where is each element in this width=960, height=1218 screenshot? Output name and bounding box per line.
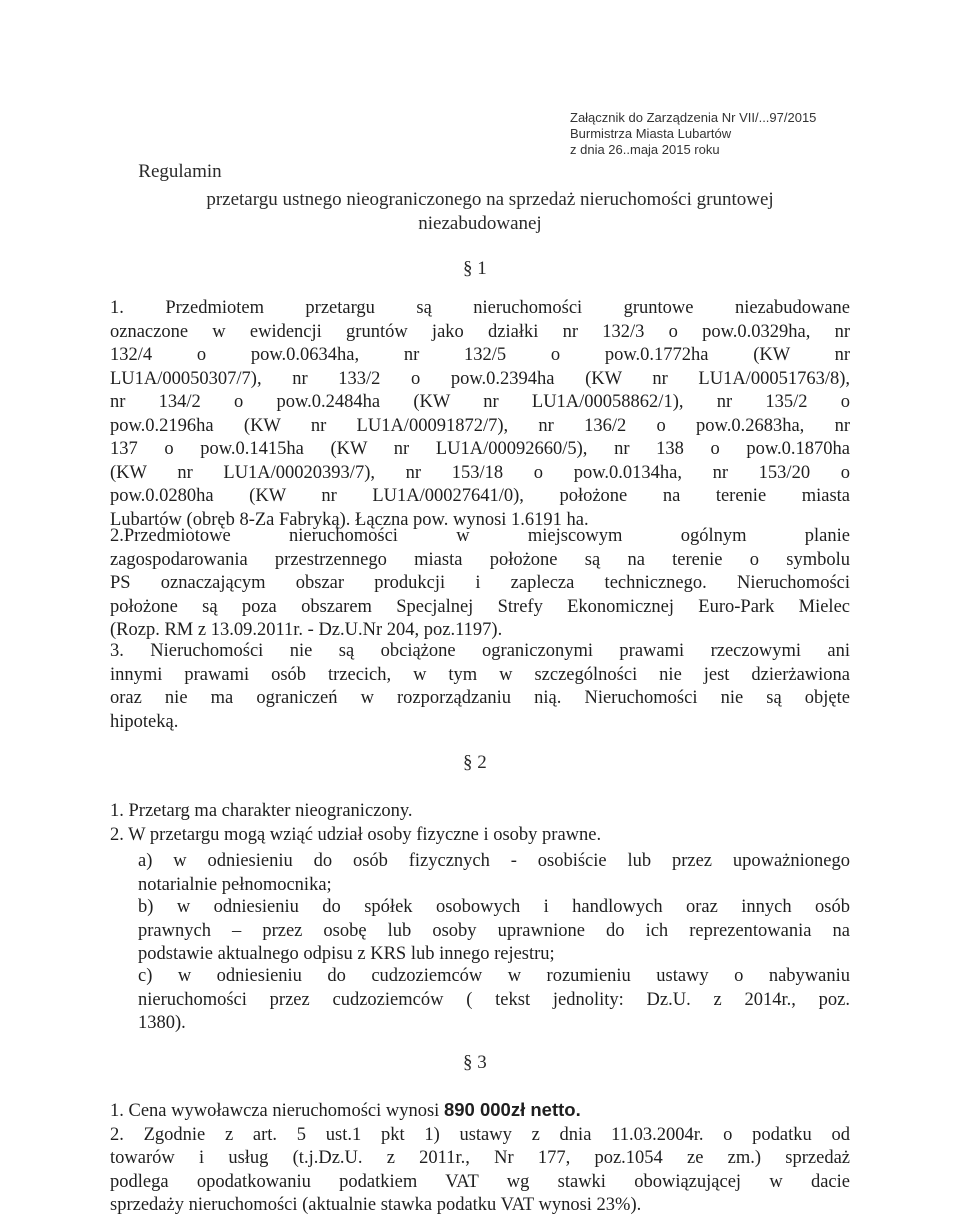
list-item [110,1098,850,1124]
text-line: PS oznaczającym obszar produkcji i zaplecza technicznego. Nieruchomości [110,573,850,593]
list-item: 2. W przetargu mogą wziąć udział osoby fizyczne i osoby prawne. [110,824,602,845]
text-line: 132/4 o pow.0.0634ha, nr 132/5 o pow.0.1772ha (KW nr [110,345,850,365]
text-line: c) w odniesieniu do cudzoziemców w rozumieniu ustawy o nabywaniu [138,966,850,986]
section-3-heading: § 3 [463,1052,487,1073]
section-1-paragraph-3 [110,640,850,734]
text-line: położone są poza obszarem Specjalnej Strefy Ekonomicznej Euro-Park Mielec [110,596,850,617]
text-line: 3. Nieruchomości nie są obciążone ograniczonymi prawami rzeczowymi ani [110,641,850,661]
text-line: a) w odniesieniu do osób fizycznych - osobiście lub przez upoważnionego [138,851,850,871]
text-line: 137 o pow.0.1415ha (KW nr LU1A/00092660/5), nr 138 o pow.0.1870ha [110,439,850,459]
list-item: 1. Przetarg ma charakter nieograniczony. [110,801,413,821]
text-line: nr 134/2 o pow.0.2484ha (KW nr LU1A/00058862/1), nr 135/2 o [110,392,850,412]
section-1-paragraph-1 [110,297,850,532]
document-title: Regulamin [138,161,222,182]
text-line: towarów i usług (t.j.Dz.U. z 2011r., Nr 177, poz.1054 ze zm.) sprzedaż [110,1148,850,1168]
document-subtitle-1: przetargu ustnego nieograniczonego na sprzedaż nieruchomości gruntowej [206,189,774,210]
document-subtitle-2: niezabudowanej [418,213,542,234]
text-line: 1. Przedmiotem przetargu są nieruchomości gruntowe niezabudowane [110,298,850,318]
text-line: innymi prawami osób trzecich, w tym w szczególności nie jest dzierżawiona [110,664,850,685]
text-line: oznaczone w ewidencji gruntów jako działki nr 132/3 o pow.0.0329ha, nr [110,321,850,342]
attachment-note [570,110,950,158]
text-line: (KW nr LU1A/00020393/7), nr 153/18 o pow.0.0134ha, nr 153/20 o [110,462,850,483]
section-1-paragraph-2 [110,525,850,643]
section-2-sub-a [110,850,850,897]
section-2-heading: § 2 [463,752,487,773]
text-line: 1380). [138,1013,186,1033]
section-2-items [110,800,850,847]
text-line: notarialnie pełnomocnika; [138,874,332,895]
text-line: hipoteką. [110,711,179,732]
text-line: b) w odniesieniu do spółek osobowych i handlowych oraz innych osób [138,897,850,917]
price-text: 1. Cena wywoławcza nieruchomości wynosi [110,1101,444,1121]
text-line: oraz nie ma ograniczeń w rozporządzaniu nią. Nieruchomości nie są objęte [110,688,850,708]
attachment-line-2: Burmistrza Miasta Lubartów [570,126,732,141]
text-line: podstawie aktualnego odpisu z KRS lub innego rejestru; [138,944,555,964]
section-2-sub-c [110,965,850,1036]
text-line: sprzedaży nieruchomości (aktualnie stawka podatku VAT wynosi 23%). [110,1195,642,1215]
text-line: 2.Przedmiotowe nieruchomości w miejscowym ogólnym planie [110,526,850,546]
price-value: 890 000zł netto. [443,1099,581,1120]
section-3-items [110,1098,850,1218]
text-line: LU1A/00050307/7), nr 133/2 o pow.0.2394ha (KW nr LU1A/00051763/8), [110,368,850,389]
text-line: Lubartów (obręb 8-Za Fabryką). Łączna pow. wynosi 1.6191 ha. [110,509,589,530]
text-line: nieruchomości przez cudzoziemców ( tekst jednolity: Dz.U. z 2014r., poz. [138,989,850,1010]
section-2-sub-b [110,896,850,967]
text-line: zagospodarowania przestrzennego miasta położone są na terenie o symbolu [110,549,850,570]
text-line: 2. Zgodnie z art. 5 ust.1 pkt 1) ustawy z dnia 11.03.2004r. o podatku od [110,1124,850,1145]
text-line: pow.0.2196ha (KW nr LU1A/00091872/7), nr 136/2 o pow.0.2683ha, nr [110,415,850,436]
text-line: pow.0.0280ha (KW nr LU1A/00027641/0), położone na terenie miasta [110,486,850,506]
text-line: (Rozp. RM z 13.09.2011r. - Dz.U.Nr 204, poz.1197). [110,620,503,640]
section-1-heading: § 1 [463,258,487,279]
text-line: prawnych – przez osobę lub osoby uprawnione do ich reprezentowania na [138,920,850,941]
text-line: podlega opodatkowaniu podatkiem VAT wg stawki obowiązującej w dacie [110,1171,850,1192]
attachment-line-1: Załącznik do Zarządzenia Nr VII/...97/2015 [570,110,817,125]
attachment-line-3: z dnia 26..maja 2015 roku [570,142,720,157]
